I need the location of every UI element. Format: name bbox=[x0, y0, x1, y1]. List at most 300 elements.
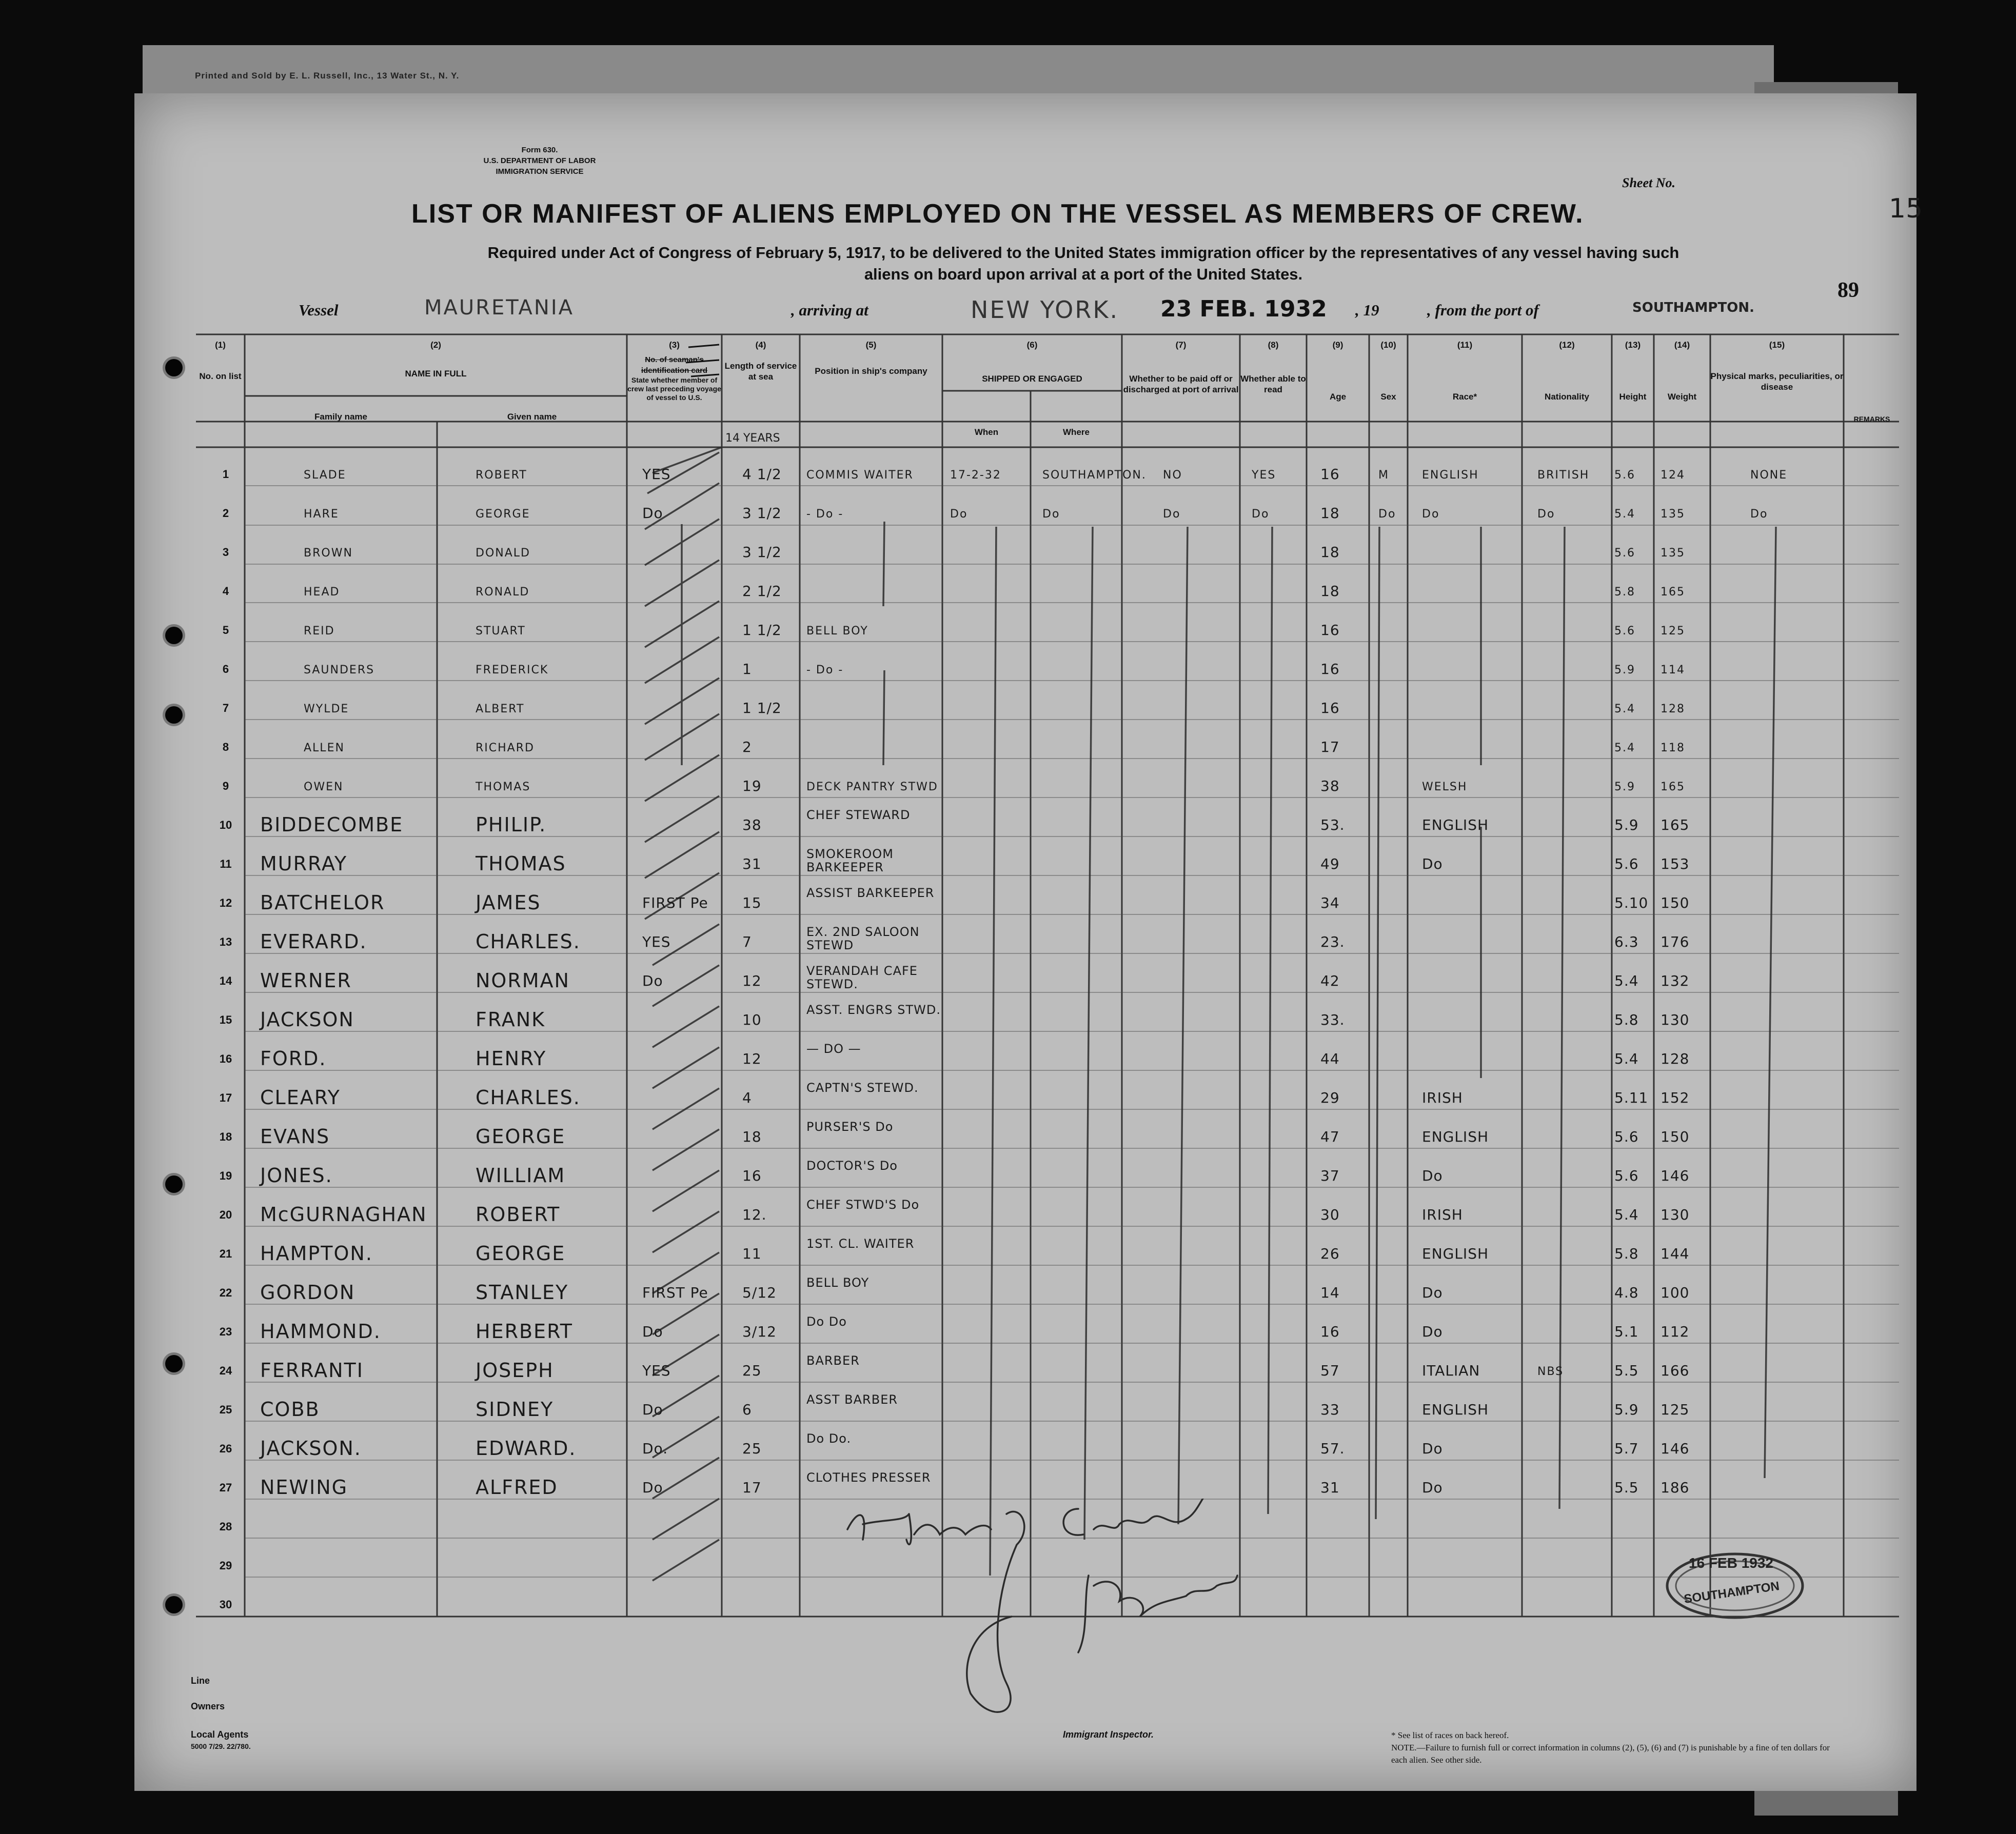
col2-header bbox=[245, 340, 627, 379]
cell-height: 5.7 bbox=[1614, 1440, 1639, 1457]
cell-age: 18 bbox=[1320, 505, 1340, 522]
cell-position: ASST. ENGRS STWD. bbox=[806, 1003, 941, 1017]
cell-given: NORMAN bbox=[476, 969, 570, 992]
cell-weight: 150 bbox=[1661, 1128, 1690, 1145]
cell-prev: FIRST Pe bbox=[642, 894, 708, 911]
cell-given: FREDERICK bbox=[476, 664, 549, 676]
cell-height: 5.5 bbox=[1614, 1479, 1639, 1496]
cell-family: HAMPTON. bbox=[260, 1242, 373, 1265]
cell-height: 5.9 bbox=[1614, 781, 1635, 793]
cell-service: 17 bbox=[742, 1479, 762, 1496]
row-number: 9 bbox=[222, 780, 229, 792]
inspector-signature bbox=[837, 1499, 1248, 1742]
col14-label: Weight bbox=[1667, 392, 1697, 402]
row-number: 1 bbox=[222, 468, 229, 481]
port-stamp bbox=[1663, 1545, 1807, 1622]
cell-sex: Do bbox=[1378, 508, 1396, 521]
cell-family: JACKSON bbox=[260, 1008, 354, 1031]
cell-age: 26 bbox=[1320, 1245, 1340, 1262]
cell-age: 37 bbox=[1320, 1167, 1340, 1184]
cell-age: 42 bbox=[1320, 972, 1340, 989]
cell-weight: 150 bbox=[1661, 894, 1690, 911]
cell-service: 25 bbox=[742, 1440, 762, 1457]
cell-weight: 128 bbox=[1661, 1050, 1690, 1067]
cell-given: JOSEPH bbox=[476, 1359, 554, 1382]
cell-race: ENGLISH bbox=[1422, 1401, 1489, 1418]
cell-height: 6.3 bbox=[1614, 933, 1639, 950]
cell-weight: 176 bbox=[1661, 933, 1690, 950]
cell-given: GEORGE bbox=[476, 508, 530, 521]
cell-given: ALBERT bbox=[476, 703, 525, 715]
col8-label: Whether able to read bbox=[1240, 374, 1306, 394]
cell-position: - Do - bbox=[806, 508, 844, 521]
col2-label: NAME IN FULL bbox=[405, 369, 467, 378]
col11-label: Race* bbox=[1452, 392, 1477, 402]
cell-prev: YES bbox=[642, 466, 671, 483]
cell-family: ALLEN bbox=[304, 742, 345, 754]
cell-service: 4 1/2 bbox=[742, 466, 782, 483]
cell-race: Do bbox=[1422, 1440, 1443, 1457]
footer-notes bbox=[1391, 1729, 1843, 1766]
col10-number: (10) bbox=[1380, 340, 1396, 350]
cell-race: ENGLISH bbox=[1422, 1245, 1489, 1262]
cell-age: 38 bbox=[1320, 778, 1340, 794]
col2-given-header: Given name bbox=[507, 412, 557, 422]
cell-family: FERRANTI bbox=[260, 1359, 364, 1382]
cell-race: ENGLISH bbox=[1422, 1128, 1489, 1145]
col9-label: Age bbox=[1329, 392, 1347, 402]
page-number: 89 bbox=[1837, 278, 1859, 302]
cell-service: 12 bbox=[742, 972, 762, 989]
printer-imprint: Printed and Sold by E. L. Russell, Inc., 13 Water St., N. Y. bbox=[195, 71, 460, 81]
vessel-label: Vessel bbox=[299, 301, 339, 319]
cell-marks: NONE bbox=[1750, 469, 1788, 482]
cell-position: BELL BOY bbox=[806, 1275, 869, 1290]
owners-label: Owners bbox=[191, 1701, 225, 1711]
col13-header bbox=[1612, 340, 1654, 402]
cell-age: 33 bbox=[1320, 1401, 1340, 1418]
col13-number: (13) bbox=[1625, 340, 1641, 350]
col4-header bbox=[722, 340, 800, 382]
page-title: LIST OR MANIFEST OF ALIENS EMPLOYED ON THE VESSEL AS MEMBERS OF CREW. bbox=[411, 199, 1584, 229]
cell-service: 5/12 bbox=[742, 1284, 777, 1301]
row-number: 10 bbox=[219, 819, 232, 831]
cell-given: SIDNEY bbox=[476, 1398, 554, 1421]
cell-given: JAMES bbox=[476, 891, 541, 914]
cell-paid: NO bbox=[1163, 469, 1182, 482]
cell-given: HERBERT bbox=[476, 1320, 573, 1343]
cell-family: EVANS bbox=[260, 1125, 330, 1148]
cell-age: 29 bbox=[1320, 1089, 1340, 1106]
col1-label: No. on list bbox=[199, 371, 242, 381]
cell-prev: FIRST Pe bbox=[642, 1284, 708, 1301]
row-number: 7 bbox=[222, 702, 229, 714]
col4-number: (4) bbox=[755, 340, 766, 350]
row-number: 27 bbox=[219, 1481, 232, 1494]
cell-family: BATCHELOR bbox=[260, 891, 385, 914]
form-number: Form 630. bbox=[521, 146, 558, 154]
cell-age: 16 bbox=[1320, 700, 1340, 716]
row-number: 8 bbox=[222, 741, 229, 753]
cell-weight: 153 bbox=[1661, 855, 1690, 872]
cell-position: Do Do bbox=[806, 1314, 847, 1329]
cell-race: Do bbox=[1422, 1323, 1443, 1340]
cell-given: CHARLES. bbox=[476, 1086, 581, 1109]
cell-weight: 125 bbox=[1661, 1401, 1690, 1418]
cell-position: CLOTHES PRESSER bbox=[806, 1470, 931, 1485]
cell-position: PURSER'S Do bbox=[806, 1120, 894, 1134]
cell-height: 5.9 bbox=[1614, 816, 1639, 833]
cell-height: 5.4 bbox=[1614, 972, 1639, 989]
cell-height: 5.6 bbox=[1614, 547, 1635, 560]
col7-header bbox=[1122, 340, 1240, 395]
col6-header bbox=[942, 340, 1122, 384]
cell-race: Do bbox=[1422, 1167, 1443, 1184]
cell-prev: Do bbox=[642, 972, 663, 989]
cell-height: 5.6 bbox=[1614, 1128, 1639, 1145]
cell-age: 49 bbox=[1320, 855, 1340, 872]
cell-service: 7 bbox=[742, 933, 752, 950]
cell-family: HAMMOND. bbox=[260, 1320, 381, 1343]
cell-service: 1 1/2 bbox=[742, 700, 782, 716]
cell-race: Do bbox=[1422, 1284, 1443, 1301]
cell-age: 33. bbox=[1320, 1011, 1345, 1028]
cell-height: 4.8 bbox=[1614, 1284, 1639, 1301]
col15-number: (15) bbox=[1769, 340, 1785, 350]
col3-header bbox=[627, 340, 722, 402]
cell-family: GORDON bbox=[260, 1281, 355, 1304]
cell-service: 3 1/2 bbox=[742, 544, 782, 561]
cell-prev: Do. bbox=[642, 1440, 668, 1457]
col2-number: (2) bbox=[430, 340, 441, 350]
cell-age: 18 bbox=[1320, 583, 1340, 600]
cell-service: 1 bbox=[742, 661, 752, 677]
row-number: 28 bbox=[219, 1520, 232, 1533]
cell-nationality: Do bbox=[1537, 508, 1555, 521]
cell-height: 5.8 bbox=[1614, 1011, 1639, 1028]
cell-service: 6 bbox=[742, 1401, 752, 1418]
cell-weight: 124 bbox=[1661, 469, 1685, 482]
cell-family: WERNER bbox=[260, 969, 352, 992]
cell-weight: 112 bbox=[1661, 1323, 1690, 1340]
cell-given: ALFRED bbox=[476, 1476, 558, 1499]
cell-position: SMOKEROOM BARKEEPER bbox=[806, 847, 894, 874]
cell-family: BROWN bbox=[304, 547, 353, 560]
cell-height: 5.8 bbox=[1614, 586, 1635, 599]
sheet-number-value: 15 bbox=[1889, 193, 1923, 224]
cell-age: 34 bbox=[1320, 894, 1340, 911]
cell-given: THOMAS bbox=[476, 781, 531, 793]
cell-service: 12. bbox=[742, 1206, 767, 1223]
row-number: 16 bbox=[219, 1052, 232, 1065]
cell-prev: Do bbox=[642, 1479, 663, 1496]
cell-family: COBB bbox=[260, 1398, 320, 1421]
col14-number: (14) bbox=[1674, 340, 1690, 350]
col2-family-header: Family name bbox=[314, 412, 367, 422]
cell-service: 25 bbox=[742, 1362, 762, 1379]
cell-nationality: BRITISH bbox=[1537, 469, 1590, 482]
cell-height: 5.4 bbox=[1614, 1050, 1639, 1067]
cell-service: 11 bbox=[742, 1245, 762, 1262]
cell-weight: 100 bbox=[1661, 1284, 1690, 1301]
cell-age: 57 bbox=[1320, 1362, 1340, 1379]
cell-given: DONALD bbox=[476, 547, 530, 560]
cell-race: Do bbox=[1422, 855, 1443, 872]
cell-age: 47 bbox=[1320, 1128, 1340, 1145]
penalty-note: NOTE.—Failure to furnish full or correct information in columns (2), (5), (6) and (7) is punishable by a fine of ten dollars for each alien. See other side. bbox=[1391, 1743, 1830, 1765]
cell-age: 53. bbox=[1320, 816, 1345, 833]
cell-marks: Do bbox=[1750, 508, 1768, 521]
col6-when-header: When bbox=[974, 427, 999, 437]
cell-race: IRISH bbox=[1422, 1089, 1463, 1106]
cell-family: SLADE bbox=[304, 469, 346, 482]
col9-number: (9) bbox=[1332, 340, 1343, 350]
cell-position: CHEF STWD'S Do bbox=[806, 1198, 920, 1212]
cell-age: 16 bbox=[1320, 1323, 1340, 1340]
arrival-port: NEW YORK. bbox=[971, 296, 1119, 324]
cell-position: - Do - bbox=[806, 664, 844, 676]
cell-weight: 135 bbox=[1661, 547, 1685, 560]
cell-service: 38 bbox=[742, 816, 762, 833]
cell-given: WILLIAM bbox=[476, 1164, 566, 1187]
cell-given: THOMAS bbox=[476, 852, 566, 875]
cell-weight: 165 bbox=[1661, 781, 1685, 793]
cell-age: 44 bbox=[1320, 1050, 1340, 1067]
col6-where-header: Where bbox=[1063, 427, 1090, 437]
cell-given: STANLEY bbox=[476, 1281, 569, 1304]
col7-label: Whether to be paid off or discharged at port of arrival bbox=[1123, 374, 1239, 394]
cell-given: RICHARD bbox=[476, 742, 535, 754]
cell-given: ROBERT bbox=[476, 469, 527, 482]
cell-race: ENGLISH bbox=[1422, 469, 1479, 482]
col14-header bbox=[1654, 340, 1710, 402]
race-note: * See list of races on back hereof. bbox=[1391, 1730, 1509, 1740]
row-number: 21 bbox=[219, 1247, 232, 1260]
cell-nationality: NBS bbox=[1537, 1365, 1564, 1378]
cell-age: 16 bbox=[1320, 661, 1340, 677]
row-number: 25 bbox=[219, 1403, 232, 1416]
cell-age: 31 bbox=[1320, 1479, 1340, 1496]
cell-given: STUART bbox=[476, 625, 526, 637]
cell-family: CLEARY bbox=[260, 1086, 341, 1109]
col12-label: Nationality bbox=[1545, 392, 1589, 402]
row-number: 29 bbox=[219, 1559, 232, 1572]
cell-weight: 135 bbox=[1661, 508, 1685, 521]
stamp-place: SOUTHAMPTON bbox=[1683, 1579, 1781, 1606]
cell-race: IRISH bbox=[1422, 1206, 1463, 1223]
col3-label: State whether member of crew last preceding voyage of vessel to U.S. bbox=[627, 376, 721, 402]
cell-age: 18 bbox=[1320, 544, 1340, 561]
cell-paid: Do bbox=[1163, 508, 1181, 521]
col12-number: (12) bbox=[1559, 340, 1575, 350]
cell-given: FRANK bbox=[476, 1008, 546, 1031]
signature-scribble bbox=[837, 1499, 1248, 1740]
cell-position: DOCTOR'S Do bbox=[806, 1159, 898, 1173]
row-number: 26 bbox=[219, 1442, 232, 1455]
cell-given: CHARLES. bbox=[476, 930, 581, 953]
row-number: 20 bbox=[219, 1208, 232, 1221]
cell-height: 5.10 bbox=[1614, 894, 1649, 911]
cell-service: 4 bbox=[742, 1089, 752, 1106]
cell-family: FORD. bbox=[260, 1047, 327, 1070]
cell-family: JACKSON. bbox=[260, 1437, 362, 1460]
row-number: 30 bbox=[219, 1598, 232, 1611]
cell-service: 10 bbox=[742, 1011, 762, 1028]
row-number: 2 bbox=[222, 507, 229, 520]
cell-family: OWEN bbox=[304, 781, 344, 793]
cell-position: VERANDAH CAFE STEWD. bbox=[806, 964, 918, 991]
cell-prev: Do bbox=[642, 1401, 663, 1418]
cell-given: GEORGE bbox=[476, 1125, 566, 1148]
department-name: U.S. DEPARTMENT OF LABOR bbox=[483, 156, 596, 165]
arrival-date: 23 FEB. 1932 bbox=[1160, 296, 1327, 322]
row-number: 11 bbox=[220, 858, 232, 870]
cell-weight: 165 bbox=[1661, 816, 1690, 833]
cell-position: EX. 2ND SALOON STEWD bbox=[806, 925, 920, 952]
col5-number: (5) bbox=[865, 340, 877, 350]
cell-position: CHEF STEWARD bbox=[806, 808, 911, 822]
cell-height: 5.4 bbox=[1614, 703, 1635, 715]
col7-number: (7) bbox=[1175, 340, 1187, 350]
subtitle-line: Required under Act of Congress of February 5, 1917, to be delivered to the United States immigration officer by the representatives of any vessel having such bbox=[487, 244, 1679, 262]
cell-family: McGURNAGHAN bbox=[260, 1203, 427, 1226]
cell-age: 16 bbox=[1320, 622, 1340, 639]
row-number: 17 bbox=[219, 1091, 232, 1104]
cell-when: 17-2-32 bbox=[950, 469, 1001, 482]
cell-weight: 130 bbox=[1661, 1206, 1690, 1223]
col1-number bbox=[196, 340, 245, 382]
cell-weight: 130 bbox=[1661, 1011, 1690, 1028]
sheet-number-label: Sheet No. bbox=[1622, 175, 1675, 190]
departure-port: SOUTHAMPTON. bbox=[1632, 300, 1754, 315]
cell-given: ROBERT bbox=[476, 1203, 561, 1226]
cell-weight: 128 bbox=[1661, 703, 1685, 715]
manifest-sheet bbox=[134, 93, 1923, 1791]
col6-label: SHIPPED OR ENGAGED bbox=[982, 374, 1082, 384]
cell-weight: 166 bbox=[1661, 1362, 1690, 1379]
cell-weight: 144 bbox=[1661, 1245, 1690, 1262]
cell-height: 5.6 bbox=[1614, 625, 1635, 637]
row-number: 3 bbox=[222, 546, 229, 559]
cell-height: 5.1 bbox=[1614, 1323, 1639, 1340]
service-name: IMMIGRATION SERVICE bbox=[496, 167, 584, 176]
cell-prev: YES bbox=[642, 933, 671, 950]
cell-age: 17 bbox=[1320, 739, 1340, 755]
cell-weight: 146 bbox=[1661, 1440, 1690, 1457]
cell-prev: YES bbox=[642, 1362, 671, 1379]
vessel-name: MAURETANIA bbox=[424, 296, 574, 320]
row-number: 6 bbox=[222, 663, 229, 675]
line-label: Line bbox=[191, 1676, 210, 1686]
col9-header bbox=[1307, 340, 1369, 402]
cell-family: HEAD bbox=[304, 586, 340, 599]
cell-position: — DO — bbox=[806, 1042, 861, 1056]
cell-height: 5.4 bbox=[1614, 508, 1635, 521]
cell-race: ITALIAN bbox=[1422, 1362, 1480, 1379]
cell-age: 23. bbox=[1320, 933, 1345, 950]
cell-position: BELL BOY bbox=[806, 625, 868, 637]
cell-service: 19 bbox=[742, 778, 762, 794]
cell-service: 3 1/2 bbox=[742, 505, 782, 522]
row-number: 12 bbox=[219, 896, 232, 909]
cell-weight: 146 bbox=[1661, 1167, 1690, 1184]
col4-label: Length of service at sea bbox=[724, 361, 797, 382]
cell-position: 1ST. CL. WAITER bbox=[806, 1237, 915, 1251]
row-number: 15 bbox=[219, 1013, 232, 1026]
row-number: 18 bbox=[219, 1130, 232, 1143]
cell-height: 5.6 bbox=[1614, 1167, 1639, 1184]
cell-service: 2 1/2 bbox=[742, 583, 782, 600]
col11-header bbox=[1408, 340, 1522, 402]
cell-prev: Do bbox=[642, 505, 663, 522]
row-number: 13 bbox=[219, 935, 232, 948]
cell-prev: Do bbox=[642, 1323, 663, 1340]
cell-position: CAPTN'S STEWD. bbox=[806, 1081, 919, 1095]
cell-height: 5.11 bbox=[1614, 1089, 1649, 1106]
cell-where: SOUTHAMPTON. bbox=[1042, 469, 1147, 482]
cell-weight: 132 bbox=[1661, 972, 1690, 989]
year-label: , 19 bbox=[1355, 301, 1379, 319]
local-agents-label: Local Agents bbox=[191, 1729, 249, 1740]
cell-family: EVERARD. bbox=[260, 930, 367, 953]
row-number: 14 bbox=[219, 974, 232, 987]
cell-given: EDWARD. bbox=[476, 1437, 577, 1460]
cell-family: SAUNDERS bbox=[304, 664, 375, 676]
row-number: 19 bbox=[219, 1169, 232, 1182]
col15-label: Physical marks, peculiarities, or disease bbox=[1710, 371, 1844, 392]
cell-given: RONALD bbox=[476, 586, 530, 599]
cell-race: Do bbox=[1422, 508, 1440, 521]
cell-height: 5.6 bbox=[1614, 469, 1635, 482]
form-code: 5000 7/29. 22/780. bbox=[191, 1742, 251, 1750]
cell-position: BARBER bbox=[806, 1353, 860, 1368]
col5-label: Position in ship's company bbox=[815, 366, 927, 376]
cell-position: COMMIS WAITER bbox=[806, 469, 914, 482]
cell-family: WYLDE bbox=[304, 703, 349, 715]
cell-height: 5.4 bbox=[1614, 1206, 1639, 1223]
cell-family: NEWING bbox=[260, 1476, 348, 1499]
row-number: 4 bbox=[222, 585, 229, 597]
cell-service: 12 bbox=[742, 1050, 762, 1067]
cell-position: Do Do. bbox=[806, 1431, 852, 1446]
col12-header bbox=[1522, 340, 1612, 402]
col1-number-text: (1) bbox=[215, 340, 226, 350]
cell-where: Do bbox=[1042, 508, 1060, 521]
col5-header bbox=[800, 340, 942, 376]
cell-service: 1 1/2 bbox=[742, 622, 782, 639]
cell-height: 5.4 bbox=[1614, 742, 1635, 754]
cell-read: Do bbox=[1252, 508, 1270, 521]
cell-position: ASST BARBER bbox=[806, 1392, 898, 1407]
cell-race: ENGLISH bbox=[1422, 816, 1489, 833]
col11-number: (11) bbox=[1457, 340, 1473, 350]
cell-given: HENRY bbox=[476, 1047, 547, 1070]
cell-height: 5.5 bbox=[1614, 1362, 1639, 1379]
cell-service: 15 bbox=[742, 894, 762, 911]
cell-family: MURRAY bbox=[260, 852, 348, 875]
cell-height: 5.9 bbox=[1614, 664, 1635, 676]
remarks-header: REMARKS bbox=[1853, 415, 1890, 423]
cell-weight: 118 bbox=[1661, 742, 1685, 754]
col6-number: (6) bbox=[1026, 340, 1038, 350]
cell-family: REID bbox=[304, 625, 335, 637]
row-number: 24 bbox=[219, 1364, 232, 1377]
cell-height: 5.6 bbox=[1614, 855, 1639, 872]
row-number: 22 bbox=[219, 1286, 232, 1299]
cell-weight: 114 bbox=[1661, 664, 1685, 676]
cell-read: YES bbox=[1252, 469, 1276, 482]
cell-service: 2 bbox=[742, 739, 752, 755]
